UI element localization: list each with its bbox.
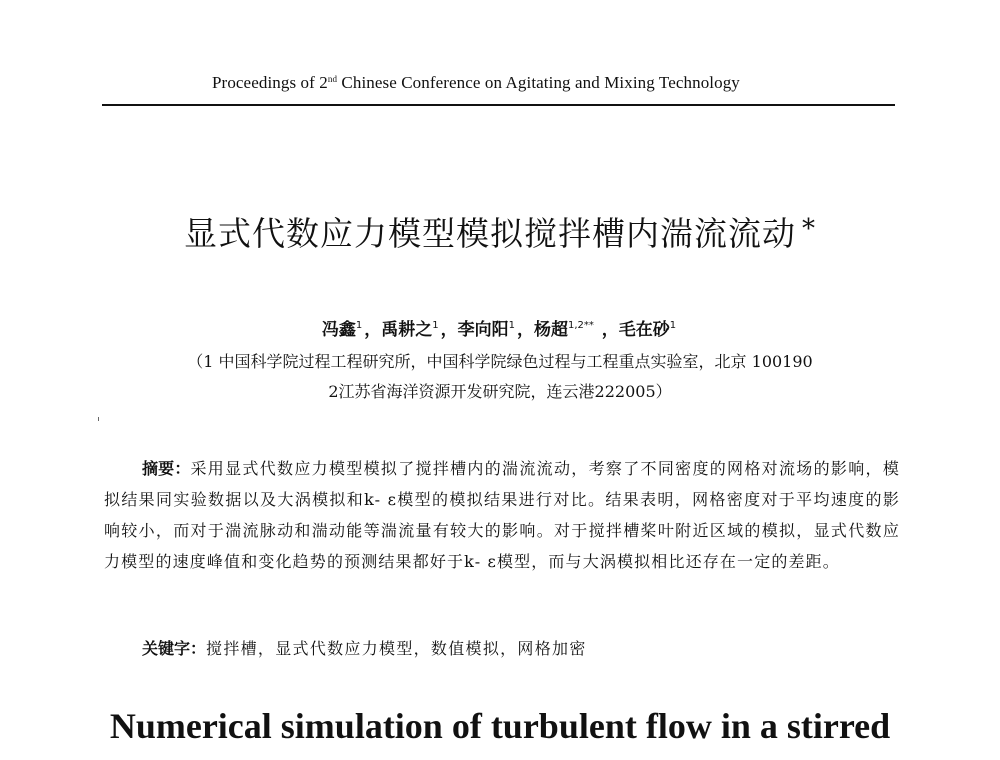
running-header-prefix: Proceedings of 2 — [212, 73, 328, 92]
abstract-text: 采用显式代数应力模型模拟了搅拌槽内的湍流流动，考察了不同密度的网格对流场的影响，模拟结果同实验数据以及大涡模拟和k- ε模型的模拟结果进行对比。结果表明，网格密度对于平均速度的影响较小，而对于湍流脉动和湍动能等湍流量有较大的影响。对于搅拌槽桨叶附近区域的模拟，显式代数应力模型的速度峰值和变化趋势的预测结果都好于k- ε模型，而与大涡模拟相比还存在一定的差距。 — [104, 459, 900, 571]
margin-mark — [98, 417, 99, 421]
author-list — [0, 315, 1000, 340]
english-title — [0, 698, 1000, 754]
abstract-paragraph — [104, 453, 900, 577]
author-name: 冯鑫 — [321, 320, 356, 340]
english-title-line-1: Numerical simulation of turbulent flow in a stirred — [109, 706, 891, 746]
author-name: 杨超 — [533, 320, 568, 340]
title-footnote-mark: * — [802, 214, 816, 244]
chinese-title — [0, 208, 1000, 255]
author-affiliation-mark: 1 — [669, 320, 677, 331]
author-separator: ， — [440, 320, 458, 340]
affiliation-line-2: 2江苏省海洋资源开发研究院，连云港222005） — [328, 382, 672, 401]
author-separator: ， — [364, 320, 382, 340]
running-header — [212, 73, 740, 93]
chinese-title-text: 显式代数应力模型模拟搅拌槽内湍流流动 — [184, 214, 796, 253]
author-name: 禹耕之 — [381, 320, 433, 340]
author-affiliation-mark: 1 — [508, 320, 515, 331]
author-name: 毛在砂 — [618, 320, 670, 340]
abstract-label: 摘要： — [142, 459, 191, 478]
header-rule — [102, 104, 895, 106]
keywords-label: 关键字： — [142, 639, 207, 658]
running-header-ordinal: nd — [327, 74, 338, 84]
author-affiliation-mark: 1 — [355, 320, 363, 331]
author-affiliation-mark: 1,2** — [567, 320, 594, 331]
author-name: 李向阳 — [457, 320, 509, 340]
affiliation-line-1: （1 中国科学院过程工程研究所，中国科学院绿色过程与工程重点实验室，北京 100190 — [187, 352, 813, 371]
keywords-line — [142, 636, 587, 659]
author-affiliation-mark: 1 — [432, 320, 439, 331]
running-header-suffix: Chinese Conference on Agitating and Mixing Technology — [337, 73, 740, 92]
author-separator: ， — [601, 320, 619, 340]
keywords-text: 搅拌槽，显式代数应力模型，数值模拟，网格加密 — [206, 639, 587, 658]
author-separator: ， — [516, 320, 534, 340]
